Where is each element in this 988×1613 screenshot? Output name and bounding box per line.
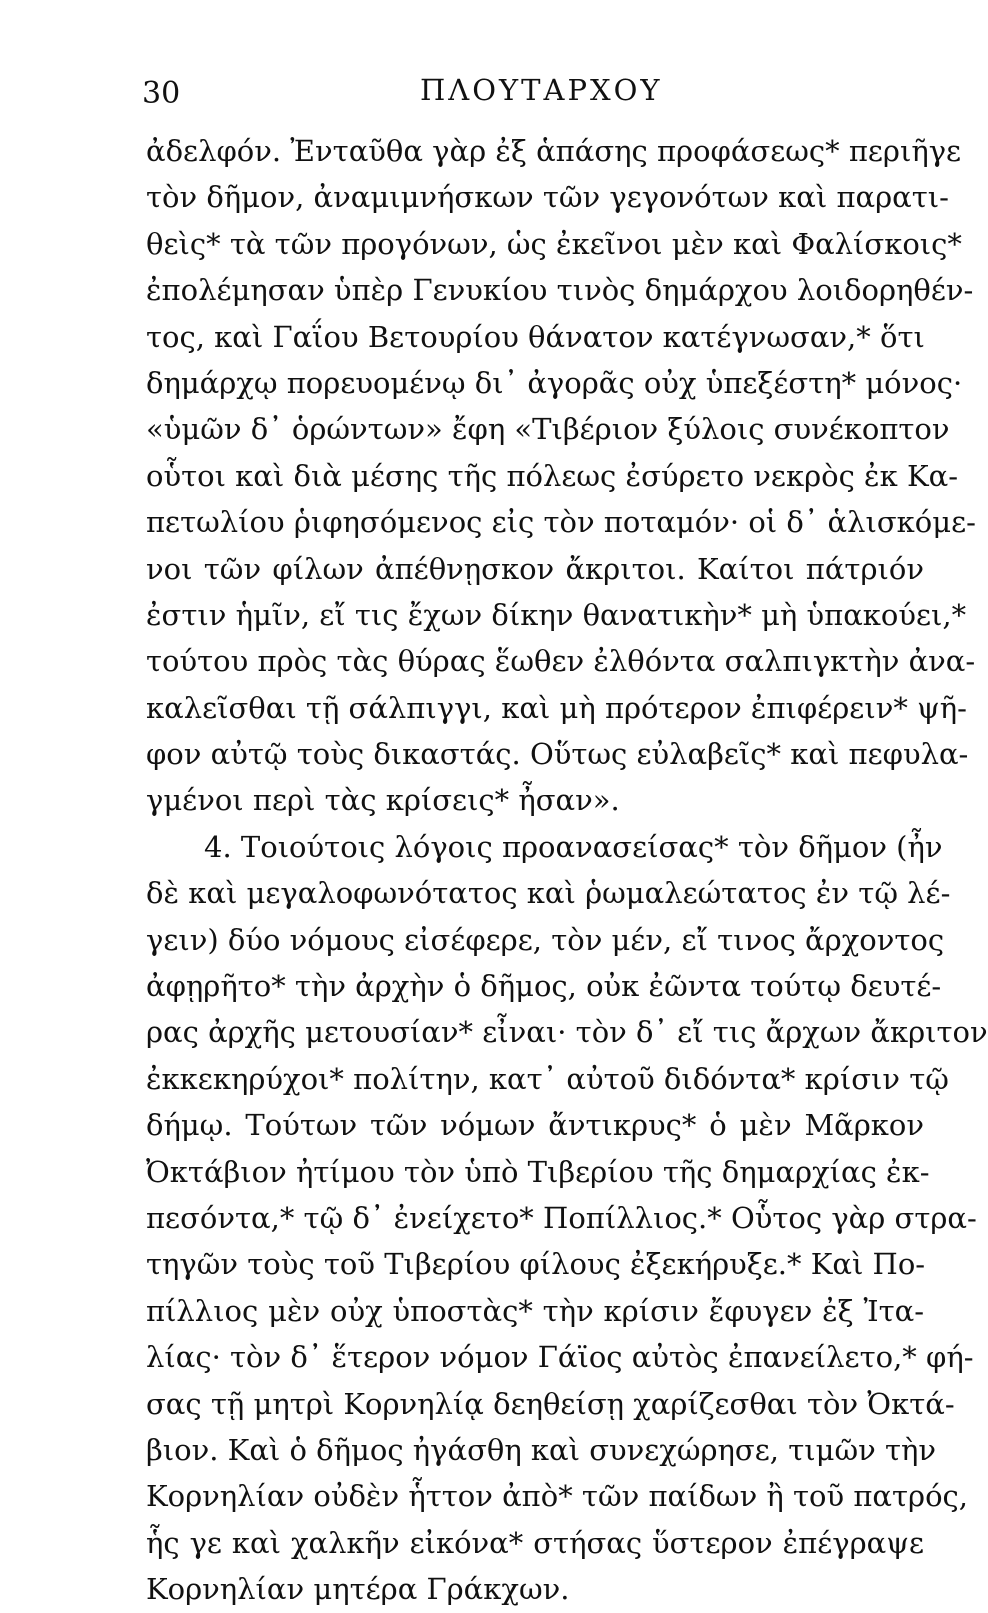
text-line: Ὀκτάβιον ἠτίμου τὸν ὑπὸ Τιβερίου τῆς δημαρχίας ἐκ- [146,1154,930,1189]
text-line: γμένοι περὶ τὰς κρίσεις* ἦσαν». [146,783,620,818]
text-line: λίας· τὸν δ᾽ ἕτερον νόμον Γάϊος αὐτὸς ἐπανείλετο,* φή- [146,1340,974,1375]
text-line: ἐκκεκηρύχοι* πολίτην, κατ᾽ αὐτοῦ διδόντα* κρίσιν τῷ [146,1061,949,1096]
text-line: βιον. Καὶ ὁ δῆμος ἠγάσθη καὶ συνεχώρησε, τιμῶν τὴν [146,1432,936,1467]
text-line: «ὑμῶν δ᾽ ὁρώντων» ἔφη «Τιβέριον ξύλοις συνέκοπτον [146,412,950,447]
text-line: τος, καὶ Γαΐου Βετουρίου θάνατον κατέγνωσαν,* ὅτι [146,319,925,354]
page-number: 30 [142,76,181,111]
text-line: τηγῶν τοὺς τοῦ Τιβερίου φίλους ἐξεκήρυξε.* Καὶ Πο- [146,1247,926,1282]
text-line: δημάρχῳ πορευομένῳ δι᾽ ἀγορᾶς οὐχ ὑπεξέστη* μόνος· [146,365,963,400]
text-line: Κορνηλίαν μητέρα Γράκχων. [146,1572,570,1607]
running-title: ΠΛΟΥΤΑΡΧΟΥ [420,73,663,107]
text-line: ἐστιν ἡμῖν, εἴ τις ἔχων δίκην θανατικὴν* μὴ ὑπακούει,* [146,597,967,632]
text-line: δήμῳ. Τούτων τῶν νόμων ἄντικρυς* ὁ μὲν Μᾶρκον [146,1108,924,1143]
text-line: γειν) δύο νόμους εἰσέφερε, τὸν μέν, εἴ τινος ἄρχοντος [146,922,945,957]
text-line: νοι τῶν φίλων ἀπέθνῃσκον ἄκριτοι. Καίτοι πάτριόν [146,551,924,586]
text-line: πετωλίου ῥιφησόμενος εἰς τὸν ποταμόν· οἱ δ᾽ ἁλισκόμε- [146,505,976,540]
text-line: σας τῇ μητρὶ Κορνηλίᾳ δεηθείσῃ χαρίζεσθαι τὸν Ὀκτά- [146,1386,955,1421]
text-line: ἧς γε καὶ χαλκῆν εἰκόνα* στήσας ὕστερον ἐπέγραψε [146,1525,924,1560]
text-line: οὗτοι καὶ διὰ μέσης τῆς πόλεως ἐσύρετο νεκρὸς ἐκ Κα- [146,458,958,493]
text-line: ἀφῃρῆτο* τὴν ἀρχὴν ὁ δῆμος, οὐκ ἐῶντα τούτῳ δευτέ- [146,969,942,1004]
text-line: καλεῖσθαι τῇ σάλπιγγι, καὶ μὴ πρότερον ἐπιφέρειν* ψῆ- [146,690,967,725]
text-line: πεσόντα,* τῷ δ᾽ ἐνείχετο* Ποπίλλιος.* Οὗτος γὰρ στρα- [146,1200,977,1235]
text-line: Κορνηλίαν οὐδὲν ἧττον ἀπὸ* τῶν παίδων ἢ τοῦ πατρός, [146,1479,969,1514]
paragraph-start-line: 4. Τοιούτοις λόγοις προανασείσας* τὸν δῆμον (ἦν [204,829,943,864]
text-line: πίλλιος μὲν οὐχ ὑποστὰς* τὴν κρίσιν ἔφυγεν ἐξ Ἰτα- [146,1293,924,1328]
text-line: ρας ἀρχῆς μετουσίαν* εἶναι· τὸν δ᾽ εἴ τις ἄρχων ἄκριτον [146,1015,988,1050]
text-line: τὸν δῆμον, ἀναμιμνήσκων τῶν γεγονότων καὶ παρατι- [146,180,949,215]
body-text [146,128,988,1613]
text-line: δὲ καὶ μεγαλοφωνότατος καὶ ῥωμαλεώτατος ἐν τῷ λέ- [146,876,951,911]
text-line: φον αὐτῷ τοὺς δικαστάς. Οὕτως εὐλαβεῖς* καὶ πεφυλα- [146,737,969,772]
text-line: ἀδελφόν. Ἐνταῦθα γὰρ ἐξ ἁπάσης προφάσεως* περιῆγε [146,134,962,168]
text-line: ἐπολέμησαν ὑπὲρ Γενυκίου τινὸς δημάρχου λοιδορηθέν- [146,273,974,308]
text-line: θεὶς* τὰ τῶν προγόνων, ὡς ἐκεῖνοι μὲν καὶ Φαλίσκοις* [146,226,962,261]
text-line: τούτου πρὸς τὰς θύρας ἕωθεν ἐλθόντα σαλπιγκτὴν ἀνα- [146,644,976,679]
